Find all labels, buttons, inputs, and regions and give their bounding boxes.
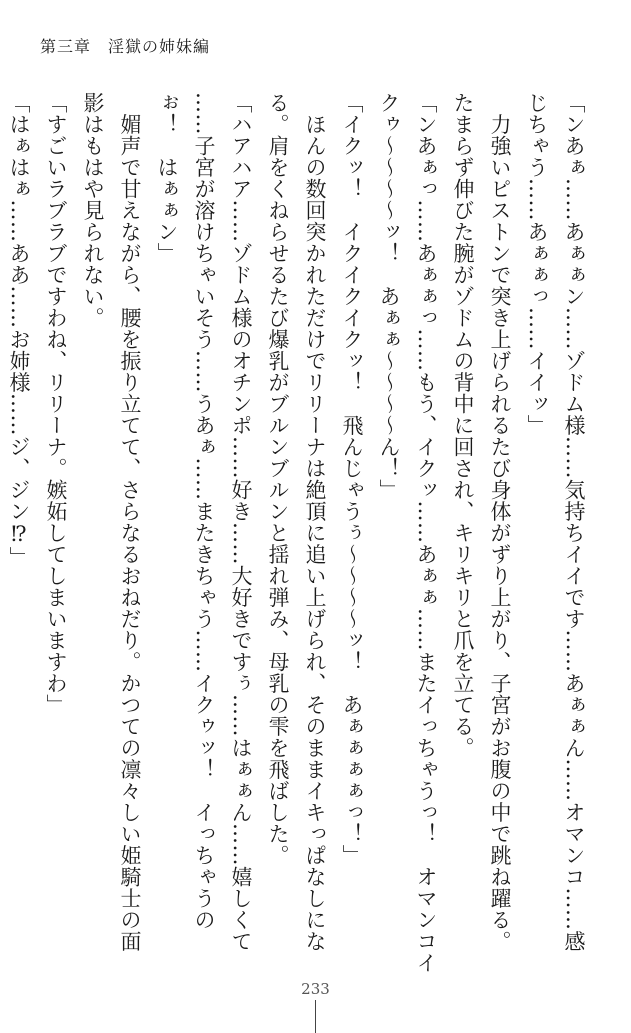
running-head: 第三章 淫獄の姉妹編 [40, 37, 211, 56]
text-line: 影はもはや見られない。 [81, 92, 105, 329]
text-line: たまらず伸びた腕がゾドムの背中に回され、キリキリと爪を立てる。 [451, 92, 475, 759]
text-line: 「イクッ！ イクイクイクッ！ 飛んじゃうぅ〜〜〜〜ッ！ あぁぁぁぁっ！」 [340, 92, 364, 866]
text-line: ……子宮が溶けちゃいそう……うあぁ……またきちゃう……イクゥッ！ イっちゃうの [192, 92, 216, 931]
text-line: る。肩をくねらせるたび爆乳がブルンブルンと揺れ弾み、母乳の雫を飛ばした。 [266, 92, 290, 866]
text-line: 「はぁはぁ……ああ……お姉様……ジ、ジン⁉」 [7, 92, 31, 568]
text-line: 「ンあぁっ……あぁぁっ……もう、イクッ……あぁぁ……またイっちゃうっ！ オマンコイ [414, 92, 438, 974]
body-text [7, 92, 592, 974]
page-number: 233 [301, 980, 330, 998]
text-line: 「ハアハア……ゾドム様のオチンポ……好き……大好きですぅ……はぁぁん……嬉しくて [229, 92, 253, 952]
page-number-rule [315, 1000, 316, 1033]
text-line: クゥ〜〜〜〜ッ！ あぁぁ〜〜〜〜ん！」 [377, 92, 401, 501]
text-line: 力強いピストンで突き上げられるたび身体がずり上がり、子宮がお腹の中で跳ね躍る。 [488, 92, 512, 952]
text-line: 「すごいラブラブですわね、リリーナ。嫉妬してしまいますわ」 [44, 92, 68, 716]
text-line: 媚声で甘えながら、腰を振り立てて、さらなるおねだり。かつての凛々しい姫騎士の面 [118, 92, 142, 952]
text-line: ぉ！ はぁぁン」 [155, 92, 179, 264]
text-line: 「ンあぁ……あぁぁン……ゾドム様……気持ちイイです……あぁぁん……オマンコ……感 [562, 92, 586, 952]
text-line: ほんの数回突かれただけでリリーナは絶頂に追い上げられ、そのままイキっぱなしにな [303, 92, 327, 952]
text-line: じちゃう……あぁぁっ……イイッ」 [525, 92, 549, 436]
